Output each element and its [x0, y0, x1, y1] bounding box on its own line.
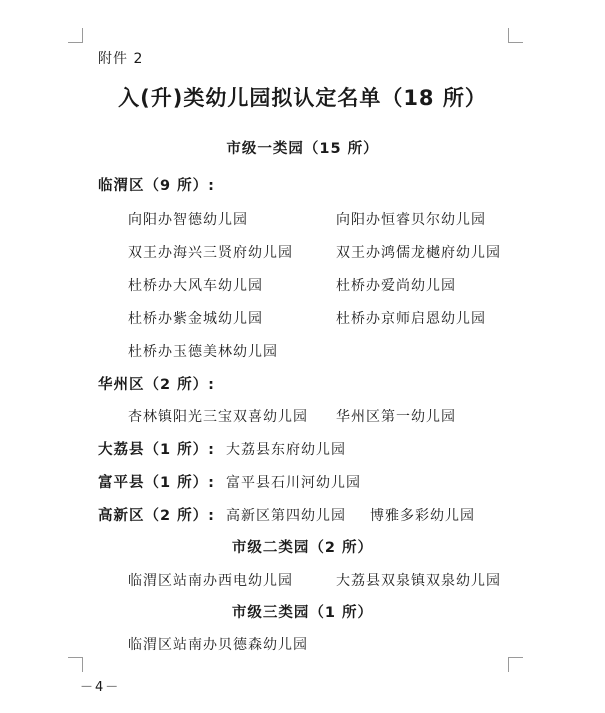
district-linwei-label: 临渭区（9 所）:	[98, 178, 215, 194]
district-huazhou-label: 华州区（2 所）:	[98, 377, 215, 393]
list-item: 博雅多彩幼儿园	[370, 508, 475, 524]
list-item: 杏林镇阳光三宝双喜幼儿园	[128, 409, 308, 425]
category2-heading: 市级二类园（2 所）	[231, 540, 374, 556]
category3-heading: 市级三类园（1 所）	[231, 605, 374, 621]
attachment-label: 附件 2	[98, 51, 144, 67]
list-item: 杜桥办京师启恩幼儿园	[336, 311, 486, 327]
crop-mark-bottom-right	[508, 657, 523, 672]
district-fuping-label: 富平县（1 所）:	[98, 475, 215, 491]
page-number: －4－	[80, 680, 121, 695]
list-item: 大荔县双泉镇双泉幼儿园	[336, 573, 501, 589]
crop-mark-top-left	[68, 28, 83, 43]
list-item: 大荔县东府幼儿园	[226, 442, 346, 458]
list-item: 高新区第四幼儿园	[226, 508, 346, 524]
list-item: 双王办海兴三贤府幼儿园	[128, 245, 293, 261]
document-title: 入(升)类幼儿园拟认定名单（18 所）	[118, 86, 487, 110]
list-item: 富平县石川河幼儿园	[226, 475, 361, 491]
list-item: 杜桥办爱尚幼儿园	[336, 278, 456, 294]
crop-mark-top-right	[508, 28, 523, 43]
list-item: 临渭区站南办贝德森幼儿园	[128, 637, 308, 653]
list-item: 双王办鸿儒龙樾府幼儿园	[336, 245, 501, 261]
district-dali-label: 大荔县（1 所）:	[98, 442, 215, 458]
district-gaoxin-label: 高新区（2 所）:	[98, 508, 215, 524]
list-item: 杜桥办玉德美林幼儿园	[128, 344, 278, 360]
list-item: 向阳办智德幼儿园	[128, 212, 248, 228]
list-item: 华州区第一幼儿园	[336, 409, 456, 425]
crop-mark-bottom-left	[68, 657, 83, 672]
list-item: 杜桥办紫金城幼儿园	[128, 311, 263, 327]
list-item: 向阳办恒睿贝尔幼儿园	[336, 212, 486, 228]
category1-heading: 市级一类园（15 所）	[226, 141, 379, 157]
list-item: 杜桥办大风车幼儿园	[128, 278, 263, 294]
list-item: 临渭区站南办西电幼儿园	[128, 573, 293, 589]
